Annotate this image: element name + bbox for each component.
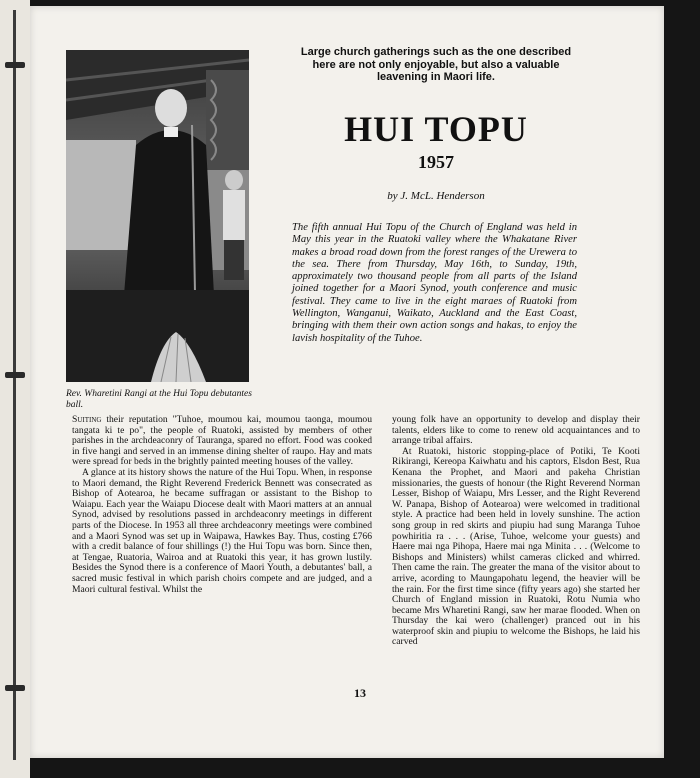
- byline: by J. McL. Henderson: [387, 190, 485, 202]
- article-year: 1957: [418, 152, 454, 172]
- drop-word: Suiting: [72, 414, 102, 425]
- binding-staple: [5, 685, 25, 691]
- photo-illustration: [66, 50, 249, 382]
- photo-caption: Rev. Wharetini Rangi at the Hui Topu debutantes ball.: [66, 389, 252, 410]
- intro-blurb: Large church gatherings such as the one described here are not only enjoyable, but also a valuable leavening in Maori life.: [300, 46, 572, 83]
- body-paragraph: young folk have an opportunity to develop and display their talents, elders like to come to renew old acquaintances and to arrange tribal affairs.: [392, 414, 640, 447]
- lead-paragraph: The fifth annual Hui Topu of the Church of England was held in May this year in the Ruatoki valley where the Whakatane River makes a broad road down from the forest ranges of the Urewera to the sea. There from Thursday, May 16th, to Sunday, 19th, approximately two thousand people from all parts of the Island joined together for a Maori Synod, youth conference and music festival. They came to live in the eight maraes of Ruatoki from Wellington, Wanganui, Waikato, Auckland and the East Coast, bringing with them their own action songs and hakas, to enjoy the lavish hospitality of the Tuhoe.: [292, 222, 577, 344]
- binding-strip: [0, 0, 30, 778]
- binding-spine: [13, 10, 16, 760]
- article-title: HUI TOPU: [344, 109, 528, 149]
- body-column-right: [392, 415, 640, 648]
- page-number: 13: [354, 686, 366, 700]
- body-column-left: [72, 415, 372, 595]
- binding-staple: [5, 62, 25, 68]
- body-paragraph: A glance at its history shows the nature of the Hui Topu. When, in response to Maori demand, the Right Reverend Frederick Bennett was consecrated as Bishop of Aotearoa, he became suffragan or assistant to the Bishop to Waiapu. Each year the Waiapu Diocese dealt with Maori matters at an annual Synod, advised by resolutions passed in archdeaconry meetings in different parts of the Diocese. In 1953 all three archdeaconry meetings were combined and a Maori Synod was set up in Waipawa, Hawkes Bay. Thus, costing £766 with a credit balance of four shillings (!) the Hui Topu was born. Since then, at Tengae, Ruatoria, Wairoa and at Ruatoki this year, it has grown lustily. Besides the Synod there is a conference of Maori Youth, a debutantes' ball, a sacred music festival in which parish choirs compete and are judged, and a Maori cultural festival. Whilst the: [72, 466, 372, 595]
- portrait-photo: [66, 50, 249, 382]
- body-paragraph: [72, 415, 372, 468]
- body-paragraph: At Ruatoki, historic stopping-place of Potiki, Te Kooti Rikirangi, Kereopa Kaiwhatu and his captors, Elsdon Best, Rua Kenana the Prophet, and Maori and pakeha Christian missionaries, the guests of honour (the Right Reverend Norman Lesser, Bishop of Waiapu, Mrs Lesser, and the Right Reverend W. Panapa, Bishop of Aotearoa) were welcomed in traditional style. A practice had been held in lovely sunshine. The action song group in red skirts and piupiu had sung Maranga Tuhoe powhiritia ra . . . (Arise, Tuhoe, welcome your guests) and Haere mai nga Pihopa, Haere mai nga Minita . . . (Welcome to Bishops and Ministers) whilst cameras clicked and whirred. Then came the rain. The greater the mana of the visitor about to arrive, acording to Maungapohatu legend, the heavier will be the rain. For the first time since (fifty years ago) she started her Church of England mission in Ruatoki, Rotu Numia who became Mrs Wharetini Rangi, saw her marae flooded. When on Thursday the kai wero (challenger) pranced out in his waterproof skin and piupiu to welcome the Bishops, he laid his carved: [392, 445, 640, 648]
- binding-staple: [5, 372, 25, 378]
- magazine-page: [30, 6, 664, 758]
- body-text: their reputation "Tuhoe, moumou kai, moumou taonga, moumou tangata ki te po", the people of Ruatoki, assisted by members of other parishes in the archdeaconry of Tauranga, spared no effort. Food was cooked in five hangi and served in an immense dining shelter of raupo. Hay and mats were spread for beds in the brightly painted meeting houses of the valley.: [72, 414, 372, 468]
